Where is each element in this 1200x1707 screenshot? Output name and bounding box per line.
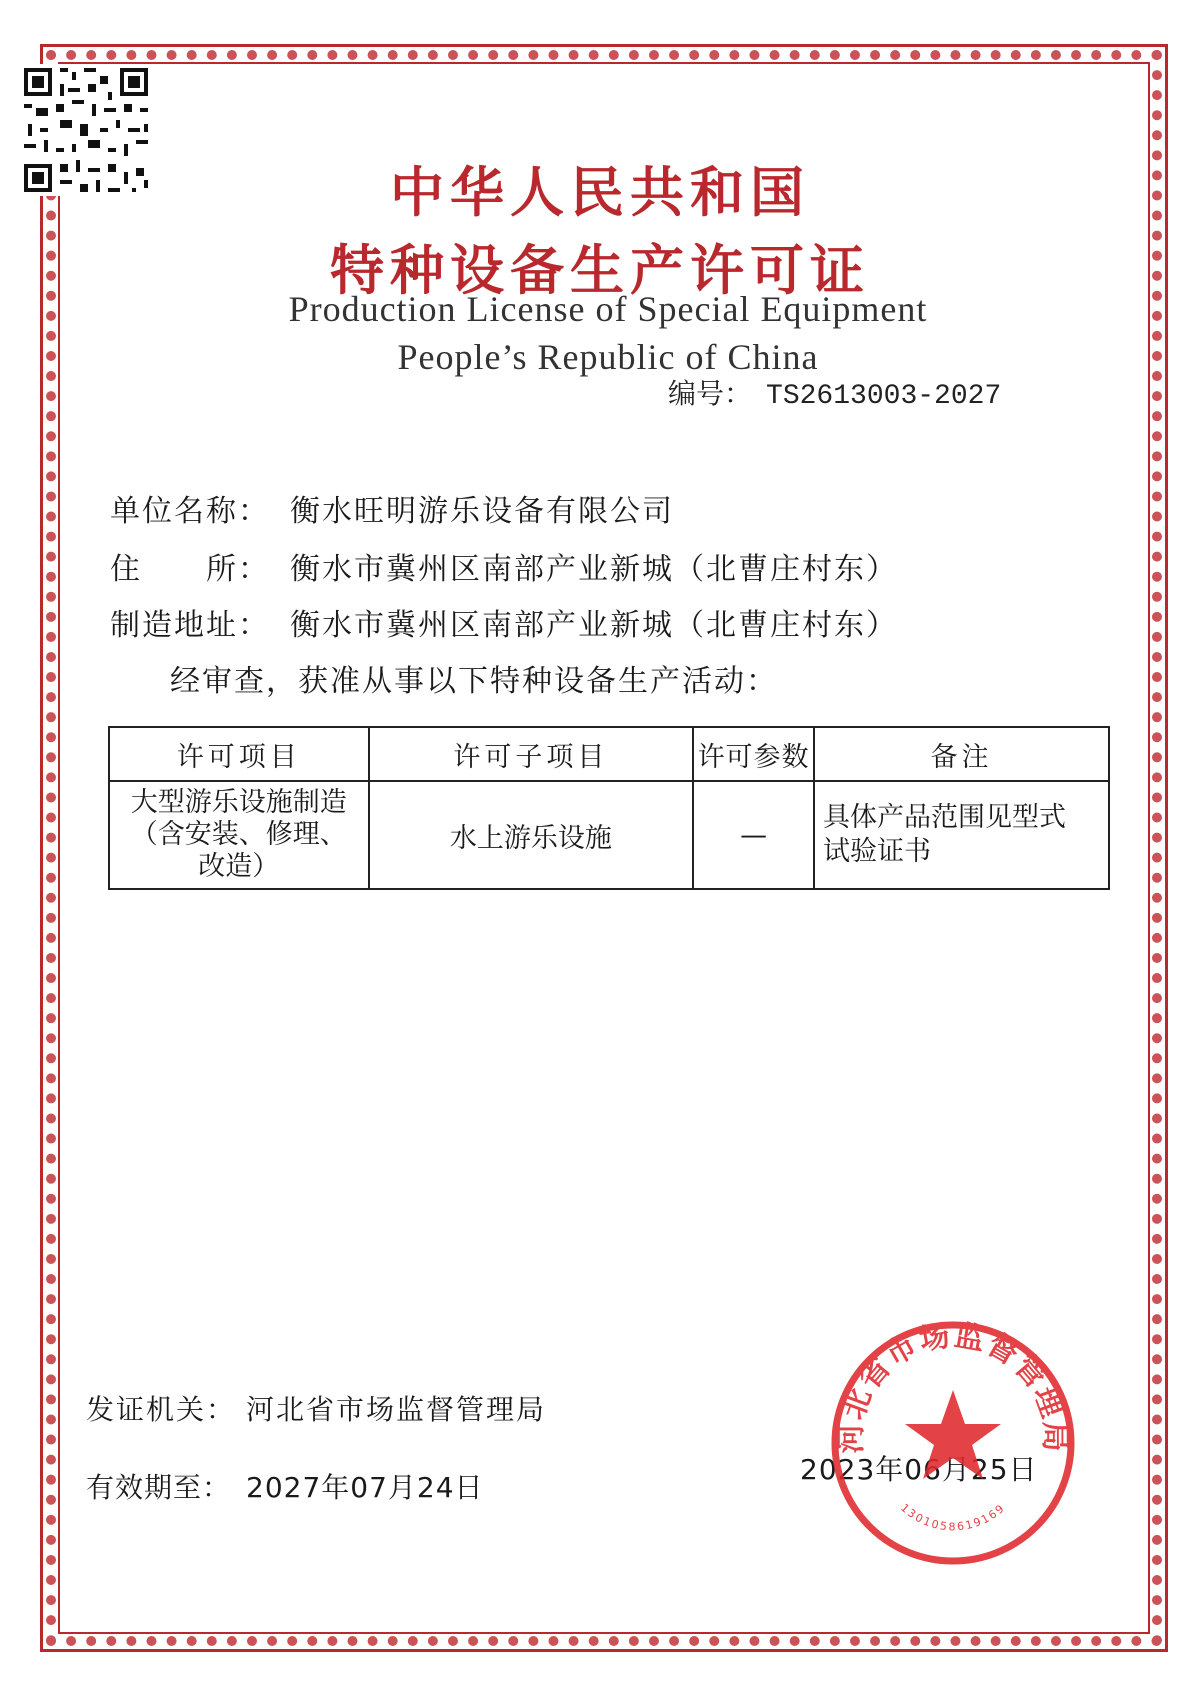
title-line-1: 中华人民共和国 — [390, 160, 810, 224]
cell-permit-item — [109, 781, 369, 889]
manufacturing-address-label: 制造地址： — [110, 608, 270, 643]
title-english-line-2: People’s Republic of China — [397, 337, 819, 377]
seal-text: 河北省市场监督管理局 — [833, 1318, 1073, 1454]
address-field — [110, 544, 898, 588]
address-label: 住 所： — [110, 552, 270, 587]
issuing-authority — [86, 1388, 546, 1428]
issuing-authority-label: 发证机关： — [86, 1393, 237, 1426]
title-line-2: 特种设备生产许可证 — [330, 238, 870, 302]
header-remarks: 备注 — [814, 727, 1109, 781]
star-icon — [905, 1390, 1001, 1479]
issue-date: 2023年06月25日 — [800, 1453, 1038, 1486]
permit-item-line-2: （含安装、修理、 — [130, 819, 347, 850]
license-number-value: TS2613003-2027 — [766, 381, 1002, 412]
remarks-line-2: 试验证书 — [823, 836, 932, 867]
validity-period — [86, 1466, 484, 1506]
cell-permit-parameter: — — [693, 781, 814, 889]
unit-name-field — [110, 486, 674, 530]
permit-item-line-3: 改造） — [198, 851, 280, 882]
header-permit-item: 许可项目 — [109, 727, 369, 781]
cell-permit-subitem: 水上游乐设施 — [369, 781, 694, 889]
manufacturing-address-field — [110, 600, 898, 644]
validity-label: 有效期至： — [86, 1471, 232, 1504]
license-number — [668, 372, 1001, 412]
validity-value: 2027年07月24日 — [246, 1471, 484, 1504]
permit-item-line-1: 大型游乐设施制造 — [130, 787, 347, 818]
cell-remarks — [814, 781, 1109, 889]
title-english-line-1: Production License of Special Equipment — [288, 289, 928, 329]
license-number-label: 编号： — [668, 377, 753, 410]
official-seal — [828, 1318, 1078, 1568]
header-permit-subitem: 许可子项目 — [369, 727, 694, 781]
address-value: 衡水市冀州区南部产业新城（北曹庄村东） — [290, 552, 898, 587]
issuing-authority-value: 河北省市场监督管理局 — [246, 1393, 547, 1426]
table-row — [109, 781, 1109, 889]
header-permit-parameter: 许可参数 — [693, 727, 814, 781]
unit-name-value: 衡水旺明游乐设备有限公司 — [290, 494, 674, 529]
manufacturing-address-value: 衡水市冀州区南部产业新城（北曹庄村东） — [290, 608, 898, 643]
approval-statement: 经审查，获准从事以下特种设备生产活动： — [170, 664, 778, 699]
seal-code: 1301058619169 — [898, 1501, 1008, 1534]
table-header-row — [109, 727, 1109, 781]
permit-table — [108, 726, 1110, 890]
unit-name-label: 单位名称： — [110, 494, 270, 529]
remarks-line-1: 具体产品范围见型式 — [823, 802, 1067, 833]
